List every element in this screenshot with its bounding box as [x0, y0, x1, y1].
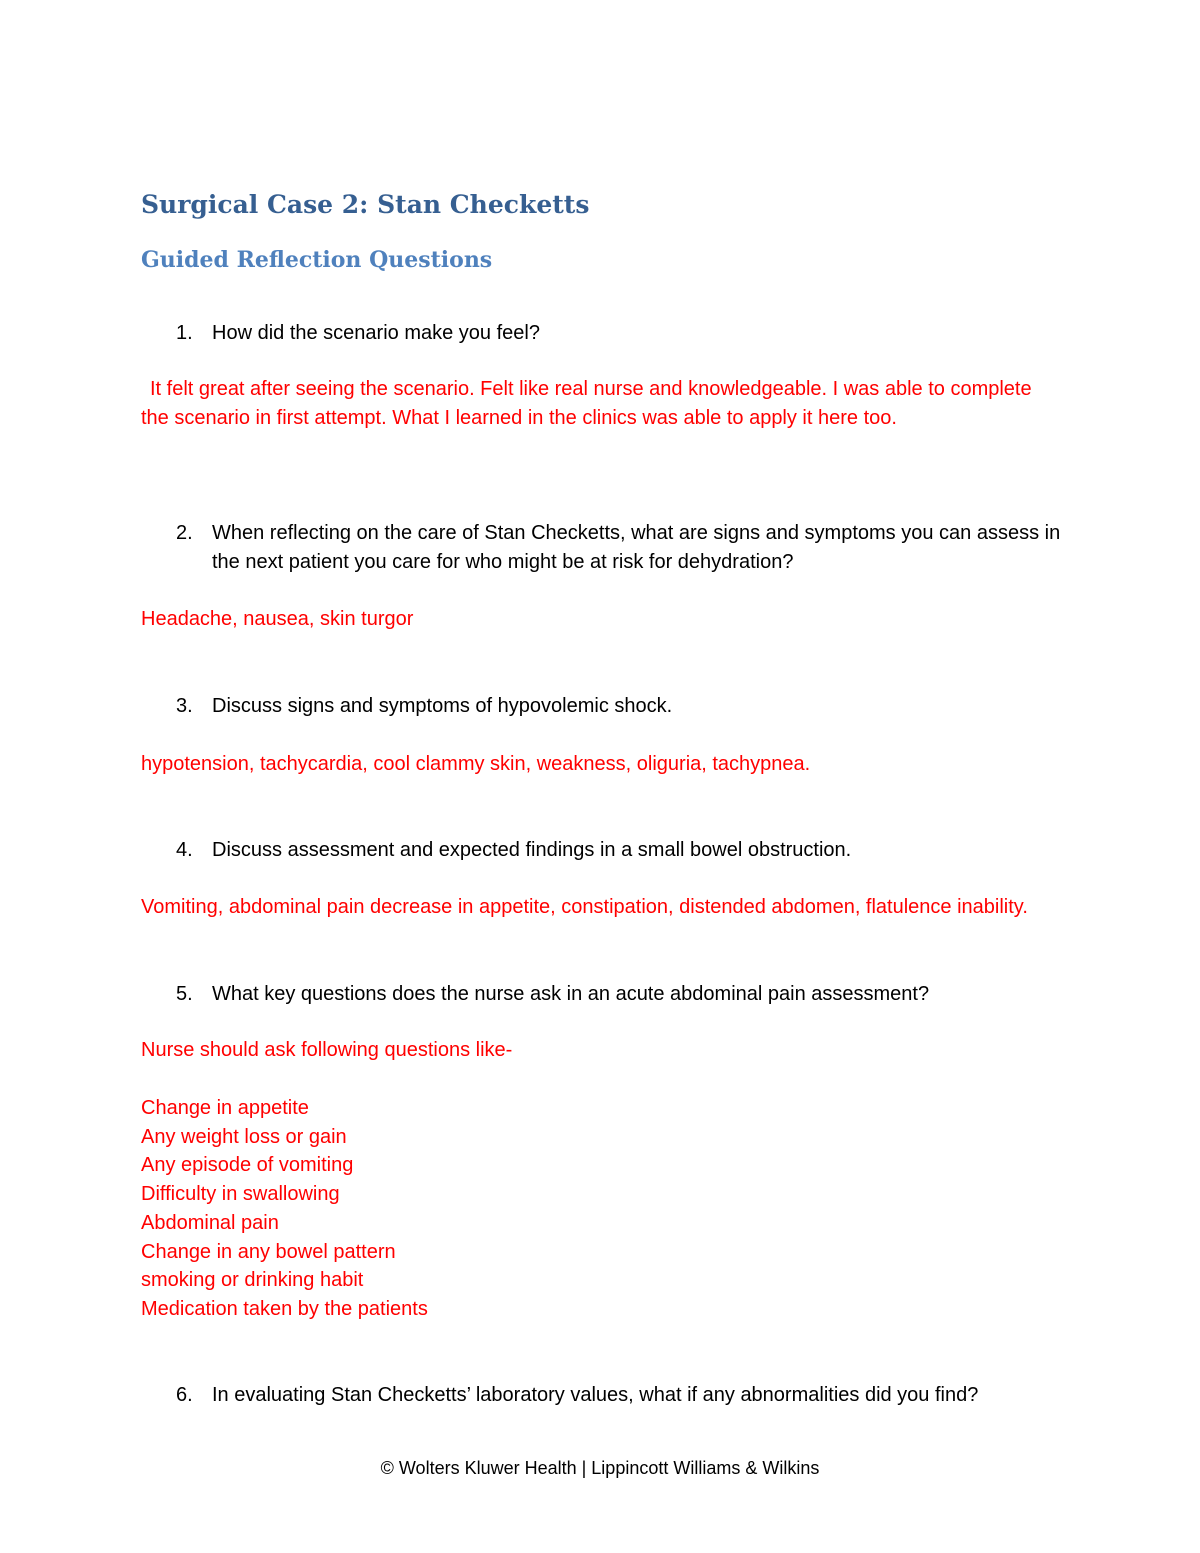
- list-item: Abdominal pain: [141, 1211, 279, 1234]
- list-item: Medication taken by the patients: [141, 1297, 428, 1320]
- question-number-3: 3.: [176, 695, 193, 717]
- list-item: smoking or drinking habit: [141, 1269, 364, 1292]
- question-text-2: When reflecting on the care of Stan Checketts, what are signs and symptoms you can assess in the next patient you care for who might be at risk for dehydration?: [212, 522, 1061, 573]
- question-text-1: How did the scenario make you feel?: [212, 322, 540, 344]
- question-number-5: 5.: [176, 983, 193, 1005]
- question-text-4: Discuss assessment and expected findings in a small bowel obstruction.: [212, 839, 852, 861]
- list-item: Change in any bowel pattern: [141, 1240, 396, 1263]
- list-item: Any weight loss or gain: [141, 1125, 347, 1148]
- page-title: Surgical Case 2: Stan Checketts: [141, 190, 590, 219]
- question-text-3: Discuss signs and symptoms of hypovolemic shock.: [212, 695, 673, 717]
- question-number-1: 1.: [176, 322, 193, 344]
- answer-1: It felt great after seeing the scenario. Felt like real nurse and knowledgeable. I was able to complete the scenario in first attempt. What I learned in the clinics was able to apply it here too.: [141, 378, 1032, 429]
- answer-3: hypotension, tachycardia, cool clammy skin, weakness, oliguria, tachypnea.: [141, 753, 811, 775]
- answer-5-list: [141, 1094, 428, 1324]
- page-subtitle: Guided Reflection Questions: [141, 247, 493, 273]
- question-number-4: 4.: [176, 839, 193, 861]
- answer-4: Vomiting, abdominal pain decrease in appetite, constipation, distended abdomen, flatulence inability.: [141, 896, 1028, 918]
- answer-5-intro: Nurse should ask following questions like-: [141, 1039, 513, 1061]
- page-footer: © Wolters Kluwer Health | Lippincott Williams & Wilkins: [380, 1458, 820, 1478]
- list-item: Change in appetite: [141, 1097, 309, 1119]
- question-number-2: 2.: [176, 522, 193, 544]
- question-number-6: 6.: [176, 1384, 193, 1406]
- question-text-6: In evaluating Stan Checketts’ laboratory values, what if any abnormalities did you find?: [212, 1384, 979, 1406]
- question-text-5: What key questions does the nurse ask in an acute abdominal pain assessment?: [212, 983, 930, 1005]
- list-item: Any episode of vomiting: [141, 1154, 354, 1177]
- answer-2: Headache, nausea, skin turgor: [141, 608, 414, 630]
- list-item: Difficulty in swallowing: [141, 1183, 340, 1206]
